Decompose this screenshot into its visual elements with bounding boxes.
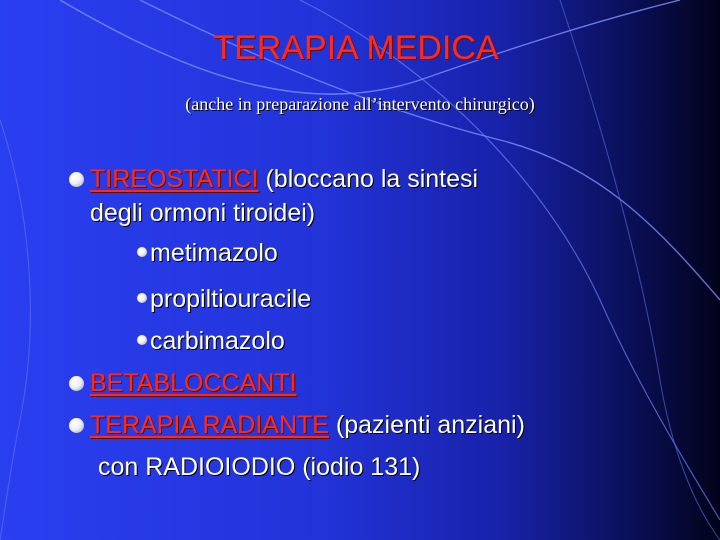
sub-item: carbimazolo [150,327,285,355]
curve-right-low [560,0,720,540]
slide-subtitle: (anche in preparazione all’intervento chirurgico) [185,94,535,114]
list-item-tireostatici [90,164,478,194]
curve-right-sweep [300,0,720,520]
list-item-continuation: con RADIOIODIO (iodio 131) [98,453,421,481]
item-highlight: BETABLOCCANTI [90,369,297,397]
sub-item: propiltiouracile [150,285,312,313]
list-item-continuation: degli ormoni tiroidei) [90,199,316,227]
sub-item: metimazolo [150,239,278,267]
sub-bullet-icon [137,247,147,257]
item-highlight: TERAPIA RADIANTE [90,411,329,439]
slide-title: TERAPIA MEDICA [213,29,499,67]
item-rest: (pazienti anziani) [328,411,525,439]
item-rest: (bloccano la sintesi [258,165,479,193]
item-highlight: TIREOSTATICI [90,165,259,193]
curve-left-side [0,120,30,540]
sub-bullet-icon [137,293,147,303]
bullet-icon [69,376,84,391]
sub-bullet-icon [137,335,147,345]
bullet-icon [69,172,84,187]
bullet-icon [69,418,84,433]
list-item-terapia-radiante [90,410,525,440]
list-item-betabloccanti [90,368,297,398]
